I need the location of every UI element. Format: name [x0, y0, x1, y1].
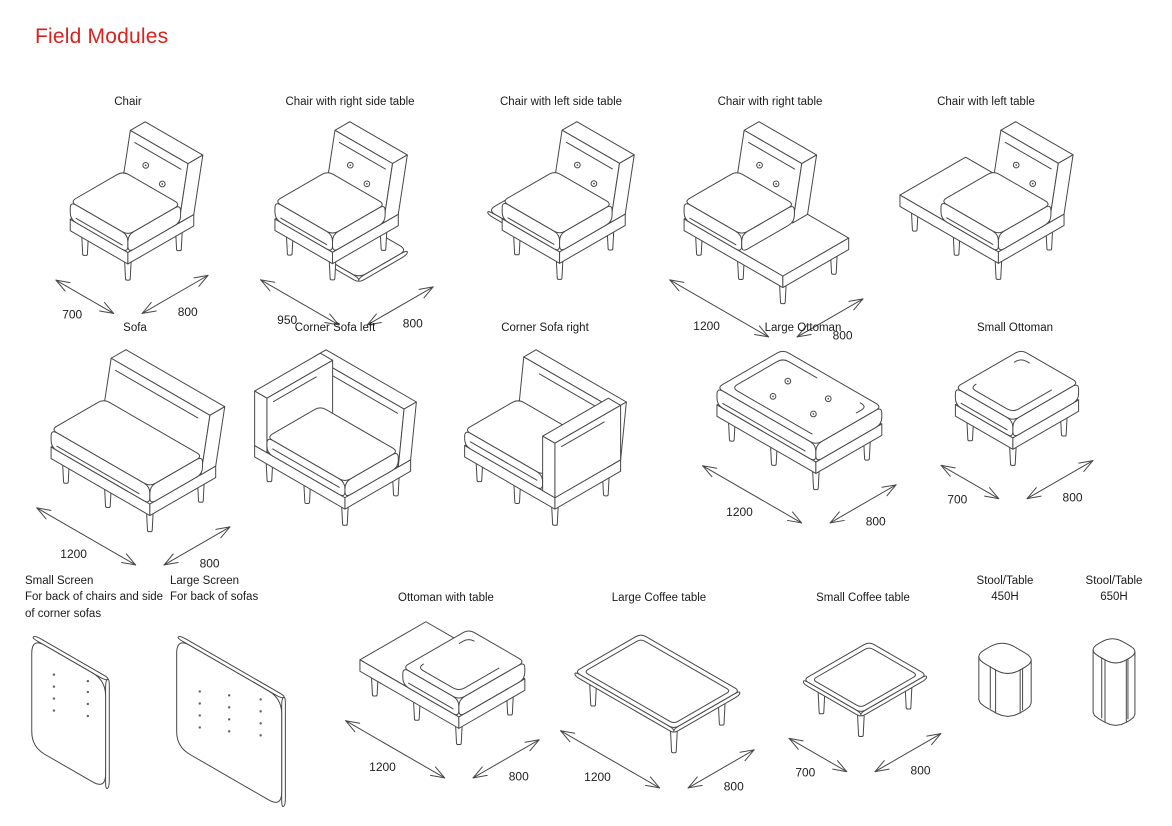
module-chair-left-table [872, 94, 1100, 287]
dimension-label: 1200 [60, 547, 87, 562]
module-drawing-large-screen [170, 630, 292, 815]
module-drawing-ottoman-with-table [339, 616, 553, 794]
module-small-screen [25, 573, 167, 797]
module-drawing-large-coffee-table [554, 628, 768, 804]
module-label: Chair with right table [717, 96, 823, 108]
module-corner-sofa-left [240, 320, 430, 533]
module-label: Chair with left side table [499, 96, 623, 108]
dimension-label: 800 [723, 780, 744, 795]
module-label: Small Ottoman [976, 322, 1054, 334]
module-small-coffee-table [764, 573, 962, 790]
dimension-label: 800 [1062, 490, 1083, 505]
module-stool-450 [956, 573, 1054, 724]
module-label: Chair with left table [937, 96, 1035, 108]
module-height-label: 650H [1100, 591, 1128, 604]
module-corner-sofa-right [446, 320, 644, 533]
module-drawing-stool-650 [1081, 630, 1147, 733]
module-small-ottoman [916, 320, 1114, 517]
dimension-label: 1200 [369, 760, 396, 775]
module-drawing-chair [38, 116, 222, 332]
module-height-label: 450H [991, 591, 1019, 604]
module-drawing-sofa [30, 344, 244, 581]
dimension-label: 800 [402, 317, 423, 332]
module-label: Small Screen [25, 575, 94, 587]
dimension-label: 700 [62, 307, 83, 322]
module-chair-right-side-table [250, 94, 450, 341]
module-label: Corner Sofa right [501, 322, 589, 334]
module-drawing-chair-right-side-table [253, 116, 447, 341]
module-drawing-stool-450 [966, 634, 1044, 724]
module-label: Large Screen [170, 575, 240, 587]
module-drawing-small-screen [25, 630, 116, 797]
module-label: Stool/Table [1085, 575, 1143, 587]
module-drawing-corner-sofa-right [458, 344, 633, 533]
module-drawing-small-coffee-table [771, 636, 955, 790]
page-title: Field Modules [35, 25, 169, 48]
module-large-screen [170, 573, 310, 815]
module-label: Large Coffee table [611, 592, 707, 604]
module-label: Stool/Table [976, 575, 1034, 587]
dimension-label: 700 [947, 493, 968, 508]
dimension-label: 800 [865, 515, 886, 530]
dimension-label: 1200 [584, 770, 611, 785]
module-chair [38, 94, 218, 332]
dimension-label: 950 [277, 313, 298, 328]
module-label: Ottoman with table [398, 592, 494, 604]
module-drawing-chair-left-table [893, 116, 1080, 287]
module-label: Corner Sofa left [294, 322, 376, 334]
module-description: For back of sofas [170, 591, 259, 604]
dimension-label: 800 [508, 769, 529, 784]
dimension-label: 800 [832, 329, 853, 344]
dimension-label: 700 [795, 766, 816, 781]
module-chair-right-table [660, 94, 880, 353]
module-drawing-large-ottoman [696, 344, 910, 539]
module-ottoman-with-table [336, 573, 556, 794]
module-large-coffee-table [554, 573, 764, 804]
dimension-label: 800 [910, 763, 931, 778]
module-drawing-chair-left-side-table [481, 116, 641, 287]
module-drawing-chair-right-table [663, 116, 877, 353]
module-drawing-small-ottoman [923, 344, 1107, 517]
module-description: For back of chairs and side of corner sofas [25, 591, 164, 620]
module-chair-left-side-table [460, 94, 662, 287]
module-label: Large Ottoman [764, 322, 842, 334]
module-sofa [30, 320, 240, 581]
dimension-label: 1200 [693, 319, 720, 334]
module-label: Chair with right side table [285, 96, 415, 108]
module-label: Small Coffee table [816, 592, 910, 604]
module-label: Chair [114, 96, 142, 108]
module-large-ottoman [686, 320, 920, 539]
module-drawing-corner-sofa-left [248, 344, 423, 533]
module-stool-650 [1066, 573, 1162, 733]
module-label: Sofa [123, 322, 147, 334]
dimension-label: 800 [199, 557, 220, 572]
dimension-label: 1200 [726, 505, 753, 520]
dimension-label: 800 [177, 305, 198, 320]
